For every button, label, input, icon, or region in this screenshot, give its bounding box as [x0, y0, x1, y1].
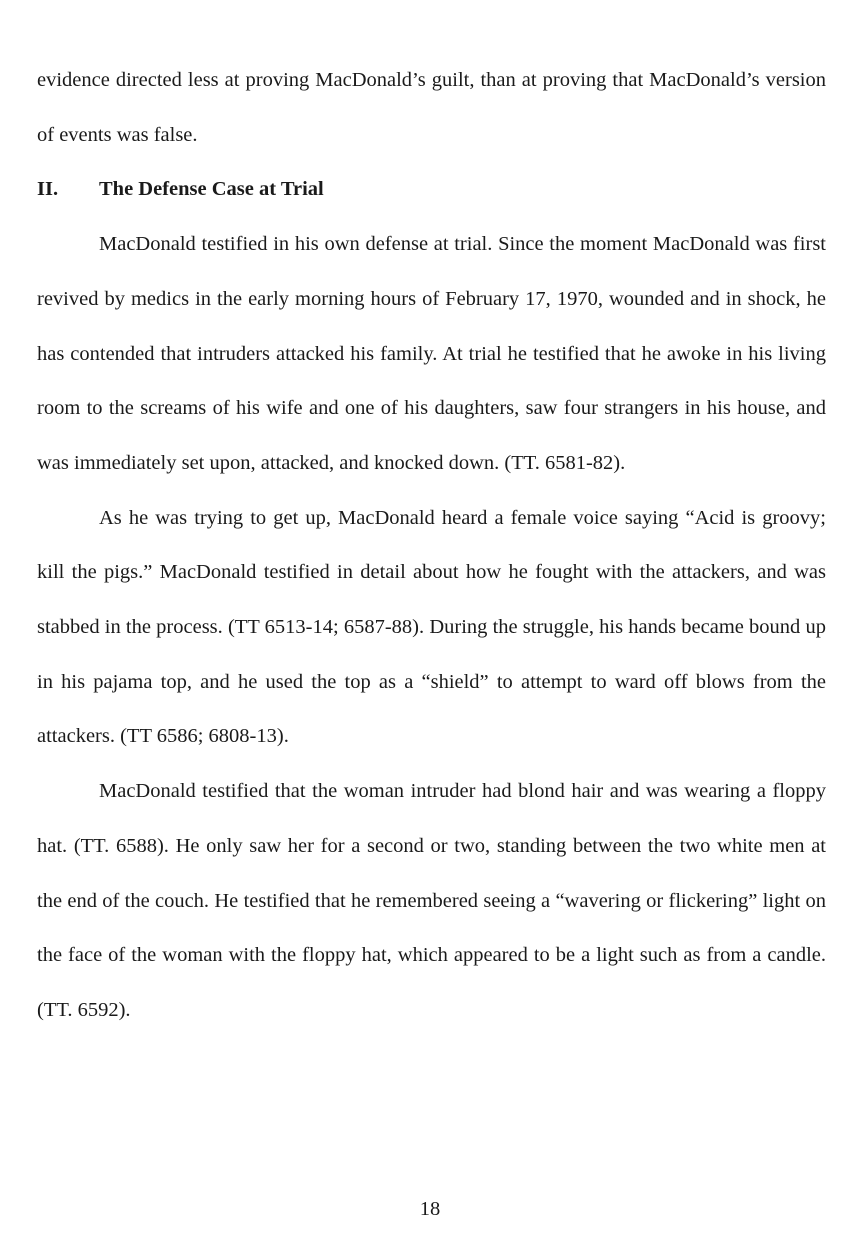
paragraph-struggle: As he was trying to get up, MacDonald heard a female voice saying “Acid is groovy; kill the pigs.” MacDonald testified in detail about how he fought with the attackers, and was stabbed in the process. (TT 6513-14; 6587-88). During the struggle, his hands became bound up in his pajama top, and he used the top as a “shield” to attempt to ward off blows from the attackers. (TT 6586; 6808-13).: [37, 506, 826, 748]
section-number: II.: [37, 178, 59, 201]
section-title: The Defense Case at Trial: [99, 178, 324, 201]
paragraph-continued-evidence: evidence directed less at proving MacDonald’s guilt, than at proving that MacDonald’s version of events was false.: [37, 69, 826, 146]
page-number: 18: [419, 1198, 441, 1220]
paragraph-testimony: MacDonald testified in his own defense at trial. Since the moment MacDonald was first revived by medics in the early morning hours of February 17, 1970, wounded and in shock, he has contended that intruders attacked his family. At trial he testified that he awoke in his living room to the screams of his wife and one of his daughters, saw four strangers in his house, and was immediately set upon, attacked, and knocked down. (TT. 6581-82).: [37, 233, 826, 474]
paragraph-woman-intruder: MacDonald testified that the woman intruder had blond hair and was wearing a floppy hat. (TT. 6588). He only saw her for a second or two, standing between the two white men at the end of the couch. He testified that he remembered seeing a “wavering or flickering” light on the face of the woman with the floppy hat, which appeared to be a light such as from a candle. (TT. 6592).: [37, 780, 826, 1021]
document-page: [37, 53, 826, 1038]
section-heading: [37, 162, 826, 217]
